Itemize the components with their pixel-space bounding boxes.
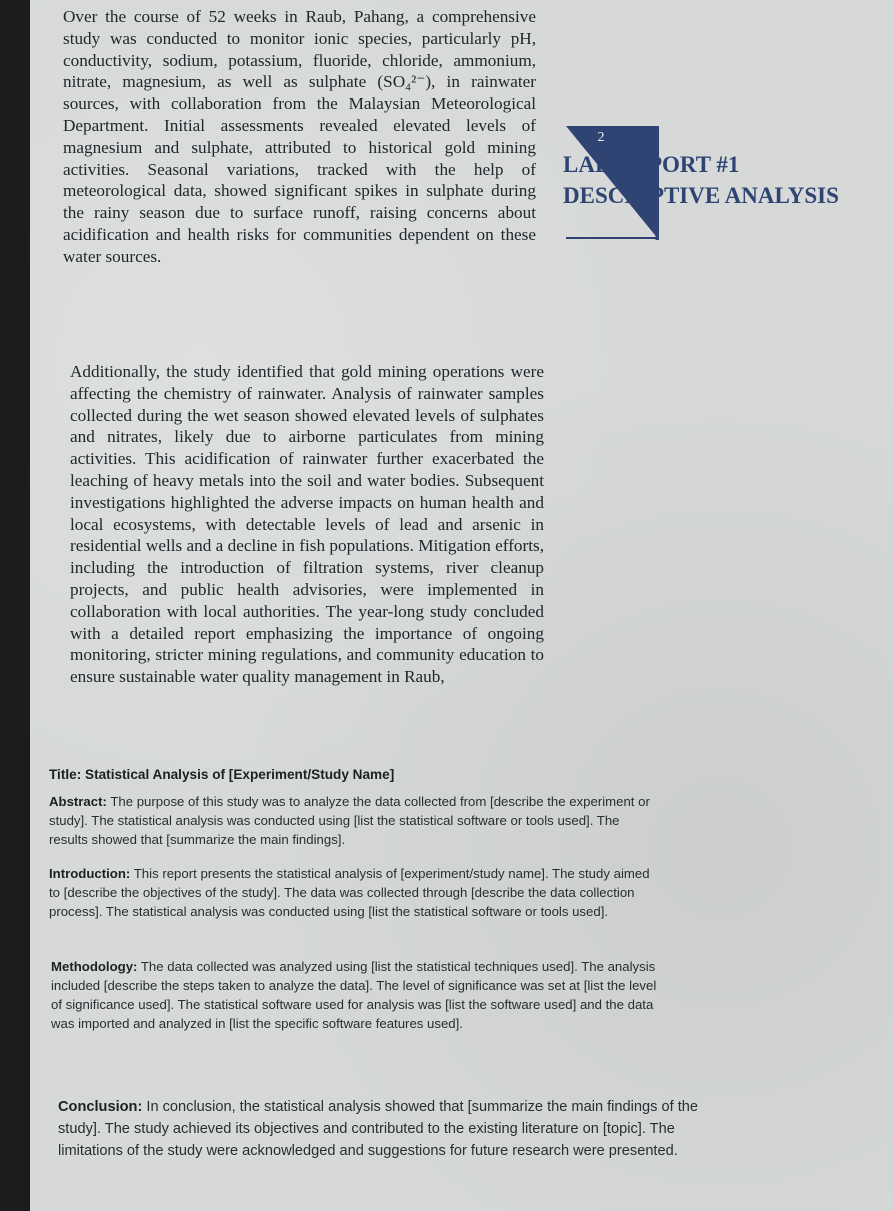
abstract-section bbox=[49, 792, 661, 849]
abstract-text: The purpose of this study was to analyze the data collected from [describe the experiment or study]. The statistical analysis was conducted using [list the statistical software or tools used]. The results showed that [summarize the main findings]. bbox=[49, 794, 650, 847]
badge-number: 2 bbox=[597, 130, 605, 145]
report-title bbox=[49, 765, 669, 784]
introduction-section bbox=[49, 864, 661, 921]
document-page bbox=[30, 0, 893, 1211]
report-heading-line2: DESCRIPTIVE ANALYSIS bbox=[563, 183, 839, 208]
conclusion-label: Conclusion: bbox=[58, 1099, 143, 1115]
title-label: Title: bbox=[49, 767, 82, 782]
body-paragraph-1: Over the course of 52 weeks in Raub, Pahang, a comprehensive study was conducted to monitor ionic species, particularly pH, conductivity, sodium, potassium, fluoride, chloride, ammonium, nitrate, magnesium, as well as sulphate (SO₄²⁻), in rainwater sources, with collaboration from the Malaysian Meteorological Department. Initial assessments revealed elevated levels of magnesium and sulphate, attributed to historical gold mining activities. Seasonal variations, tracked with the help of meteorological data, showed significant spikes in sulphate during the rainy season due to surface runoff, raising concerns about acidification and health risks for communities dependent on these water sources. bbox=[63, 7, 536, 266]
conclusion-section bbox=[58, 1096, 734, 1162]
methodology-text: The data collected was analyzed using [list the statistical techniques used]. The analysis included [describe the steps taken to analyze the data]. The level of significance was set at [list the level of significance used]. The statistical software used for analysis was [list the software used] and the data was imported and analyzed in [list the specific software features used]. bbox=[51, 959, 657, 1031]
introduction-label: Introduction: bbox=[49, 866, 131, 881]
report-heading-line1: LAB REPORT #1 bbox=[563, 152, 740, 177]
body-paragraph-2: Additionally, the study identified that gold mining operations were affecting the chemistry of rainwater. Analysis of rainwater samples collected during the wet season showed elevated levels of sulphates and nitrates, likely due to airborne particulates from mining activities. This acidification of rainwater further exacerbated the leaching of heavy metals into the soil and water bodies. Subsequent investigations highlighted the adverse impacts on human health and local ecosystems, with detectable levels of lead and arsenic in residential wells and a decline in fish populations. Mitigation efforts, including the introduction of filtration systems, river cleanup projects, and public health advisories, were implemented in collaboration with local authorities. The year-long study concluded with a detailed report emphasizing the importance of ongoing monitoring, stricter mining regulations, and community education to ensure sustainable water quality management in Raub, bbox=[70, 362, 544, 687]
abstract-label: Abstract: bbox=[49, 794, 107, 809]
conclusion-text: In conclusion, the statistical analysis showed that [summarize the main findings of the study]. The study achieved its objectives and contributed to the existing literature on [topic]. The limitations of the study were acknowledged and suggestions for future research were presented. bbox=[58, 1099, 698, 1159]
methodology-section bbox=[51, 957, 663, 1033]
methodology-label: Methodology: bbox=[51, 959, 138, 974]
introduction-text: This report presents the statistical analysis of [experiment/study name]. The study aimed to [describe the objectives of the study]. The data was collected through [describe the data collection process]. The statistical analysis was conducted using [list the statistical software or tools used]. bbox=[49, 866, 650, 919]
title-text: Statistical Analysis of [Experiment/Study Name] bbox=[85, 767, 395, 782]
